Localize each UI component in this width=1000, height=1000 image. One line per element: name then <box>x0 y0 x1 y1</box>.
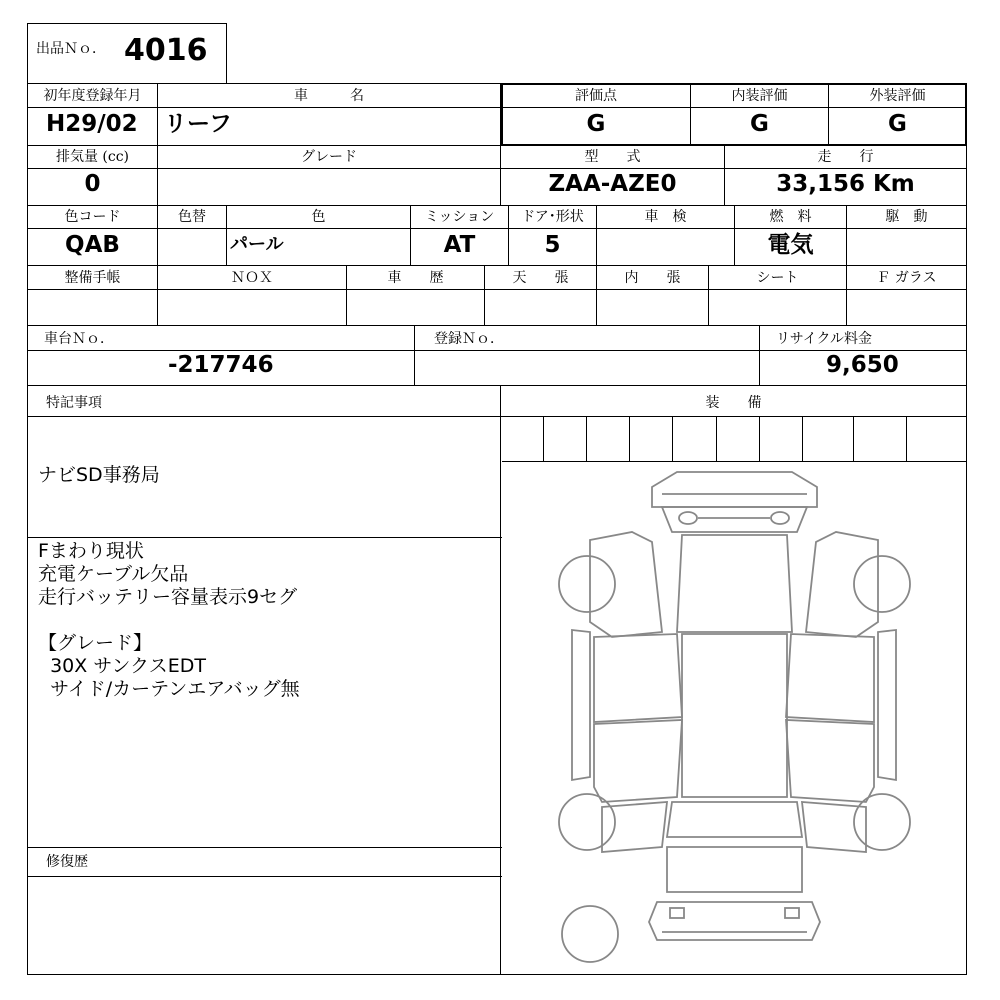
seat-label: シート <box>756 270 799 286</box>
lot-number-label: 出品Ｎｏ． <box>36 41 106 57</box>
first-registration-value: H29/02 <box>46 111 138 137</box>
color-code-value: QAB <box>65 232 120 258</box>
exterior-score-value: G <box>888 111 907 137</box>
mission-value: AT <box>443 232 476 258</box>
grade-label: グレード <box>301 149 357 165</box>
door-value: 5 <box>544 232 561 258</box>
exterior-score-label: 外装評価 <box>869 88 926 104</box>
special-notes-text: Fまわり現状 充電ケーブル欠品 走行バッテリー容量表示9セグ 【グレード】 30X サンクスEDT サイド/カーテンエアバッグ無 <box>38 540 300 700</box>
mission-label: ミッション <box>424 209 495 225</box>
interior-score-value: G <box>750 111 769 137</box>
car-name-value: リーフ <box>164 111 232 137</box>
fuel-value: 電気 <box>767 232 814 258</box>
repair-history-label: 修復歴 <box>46 854 88 870</box>
displacement-label: 排気量 (cc) <box>55 149 130 165</box>
score-value: G <box>586 111 606 137</box>
recycle-fee-value: 9,650 <box>826 352 899 378</box>
first-registration-label: 初年度登録年月 <box>43 88 142 104</box>
color-label: 色 <box>311 209 326 225</box>
ceiling-label: 天 張 <box>512 270 569 286</box>
front-glass-label: Ｆ ガラス <box>876 270 937 286</box>
vehicle-history-label: 車 歴 <box>387 270 444 286</box>
special-notes-label: 特記事項 <box>46 395 102 411</box>
color-change-label: 色替 <box>178 209 206 225</box>
mileage-label: 走 行 <box>817 149 874 165</box>
model-label: 型 式 <box>584 149 641 165</box>
mileage-value: 33,156 Km <box>776 171 915 197</box>
chassis-number-value: -217746 <box>168 352 274 378</box>
special-note-line: ナビSD事務局 <box>38 464 160 486</box>
color-code-label: 色コード <box>64 209 121 225</box>
score-label: 評価点 <box>575 88 617 104</box>
registration-number-label: 登録Ｎｏ． <box>434 331 504 347</box>
door-label: ドア･形状 <box>521 209 584 225</box>
interior-score-label: 内装評価 <box>731 88 788 104</box>
inspection-label: 車 検 <box>644 209 687 225</box>
interior-trim-label: 内 張 <box>624 270 681 286</box>
car-body-diagram <box>502 462 966 973</box>
chassis-number-label: 車台Ｎｏ． <box>44 331 114 347</box>
maintenance-book-label: 整備手帳 <box>64 270 121 286</box>
fuel-label: 燃 料 <box>769 209 812 225</box>
drive-label: 駆 動 <box>885 209 928 225</box>
equipment-label: 装 備 <box>705 395 762 411</box>
model-value: ZAA-AZE0 <box>548 171 677 197</box>
displacement-value: 0 <box>84 171 101 197</box>
car-name-label: 車 名 <box>294 88 364 104</box>
nox-label: ＮＯＸ <box>231 270 273 286</box>
recycle-fee-label: リサイクル料金 <box>776 331 873 347</box>
lot-number: 4016 <box>124 33 208 68</box>
color-value: パール <box>230 234 284 255</box>
